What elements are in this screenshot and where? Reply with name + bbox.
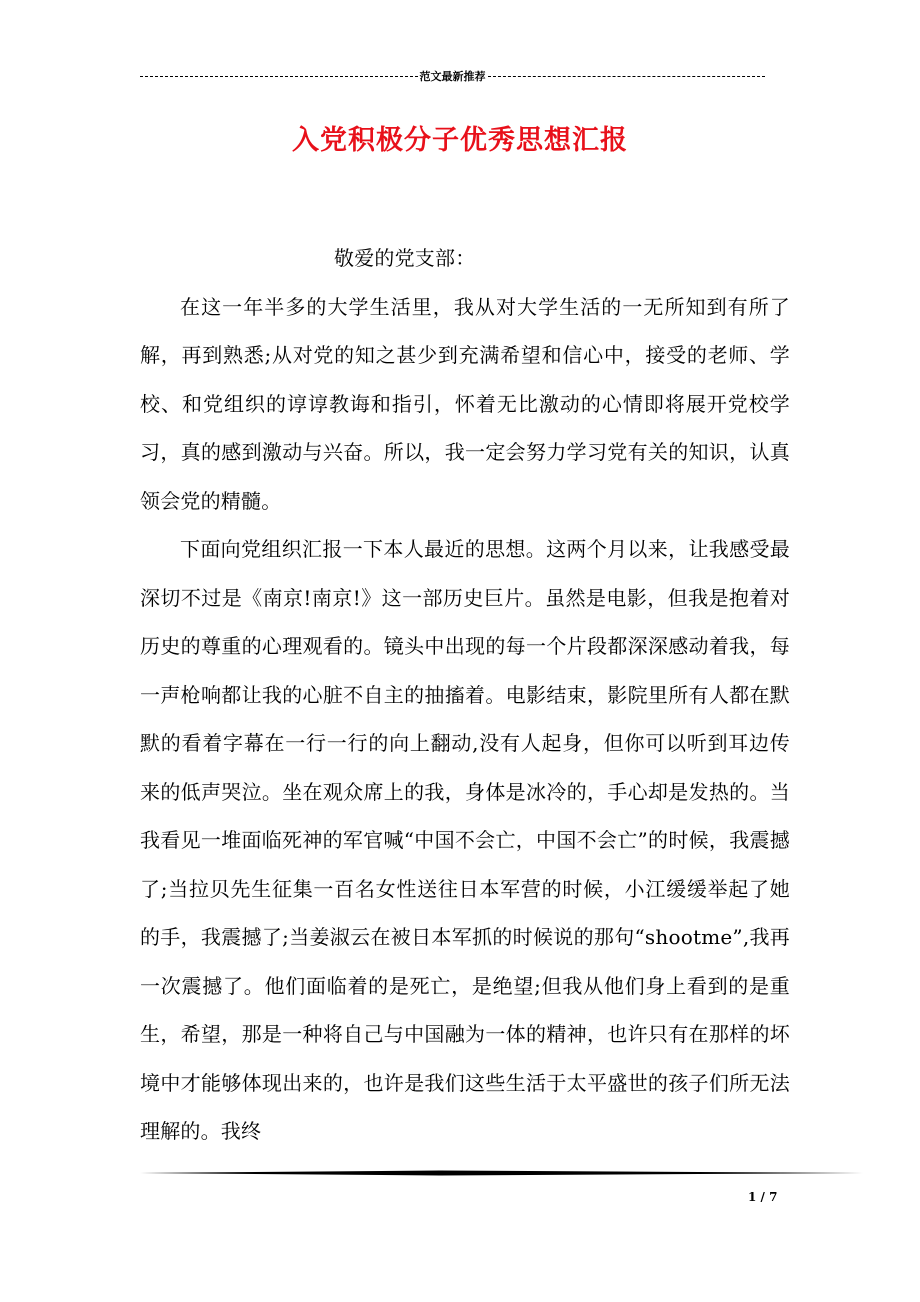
header-dash-right bbox=[488, 76, 766, 77]
paragraph-1: 在这一年半多的大学生活里，我从对大学生活的一无所知到有所了解，再到熟悉;从对党的知之甚少到充满希望和信心中，接受的老师、学校、和党组织的谆谆教诲和指引，怀着无比激动的心情即将展开党校学习，真的感到激动与兴奋。所以，我一定会努力学习党有关的知识，认真领会党的精髓。 bbox=[140, 294, 790, 513]
page-number: 1 / 7 bbox=[748, 1190, 778, 1204]
footer-rule bbox=[140, 1170, 863, 1176]
paragraph-2: 下面向党组织汇报一下本人最近的思想。这两个月以来，让我感受最深切不过是《南京!南京!》这一部历史巨片。虽然是电影，但我是抱着对历史的尊重的心理观看的。镜头中出现的每一个片段都深深感动着我，每一声枪响都让我的心脏不自主的抽搐着。电影结束，影院里所有人都在默默的看着字幕在一行一行的向上翻动,没有人起身，但你可以听到耳边传来的低声哭泣。坐在观众席上的我，身体是冰冷的，手心却是发热的。当我看见一堆面临死神的军官喊“中国不会亡，中国不会亡”的时候，我震撼了;当拉贝先生征集一百名女性送往日本军营的时候，小江缓缓举起了她的手，我震撼了;当姜淑云在被日本军抓的时候说的那句“shootme”,我再一次震撼了。他们面临着的是死亡，是绝望;但我从他们身上看到的是重生，希望，那是一种将自己与中国融为一体的精神，也许只有在那样的坏境中才能够体现出来的，也许是我们这些生活于太平盛世的孩子们所无法理解的。我终 bbox=[140, 537, 790, 1143]
header-dash-left bbox=[140, 76, 418, 77]
header-text: 范文最新推荐 bbox=[419, 70, 486, 83]
page-header bbox=[140, 66, 765, 86]
document-body bbox=[140, 234, 790, 1156]
document-title: 入党积极分子优秀思想汇报 bbox=[292, 125, 628, 156]
salutation: 敬爱的党支部： bbox=[334, 246, 476, 270]
